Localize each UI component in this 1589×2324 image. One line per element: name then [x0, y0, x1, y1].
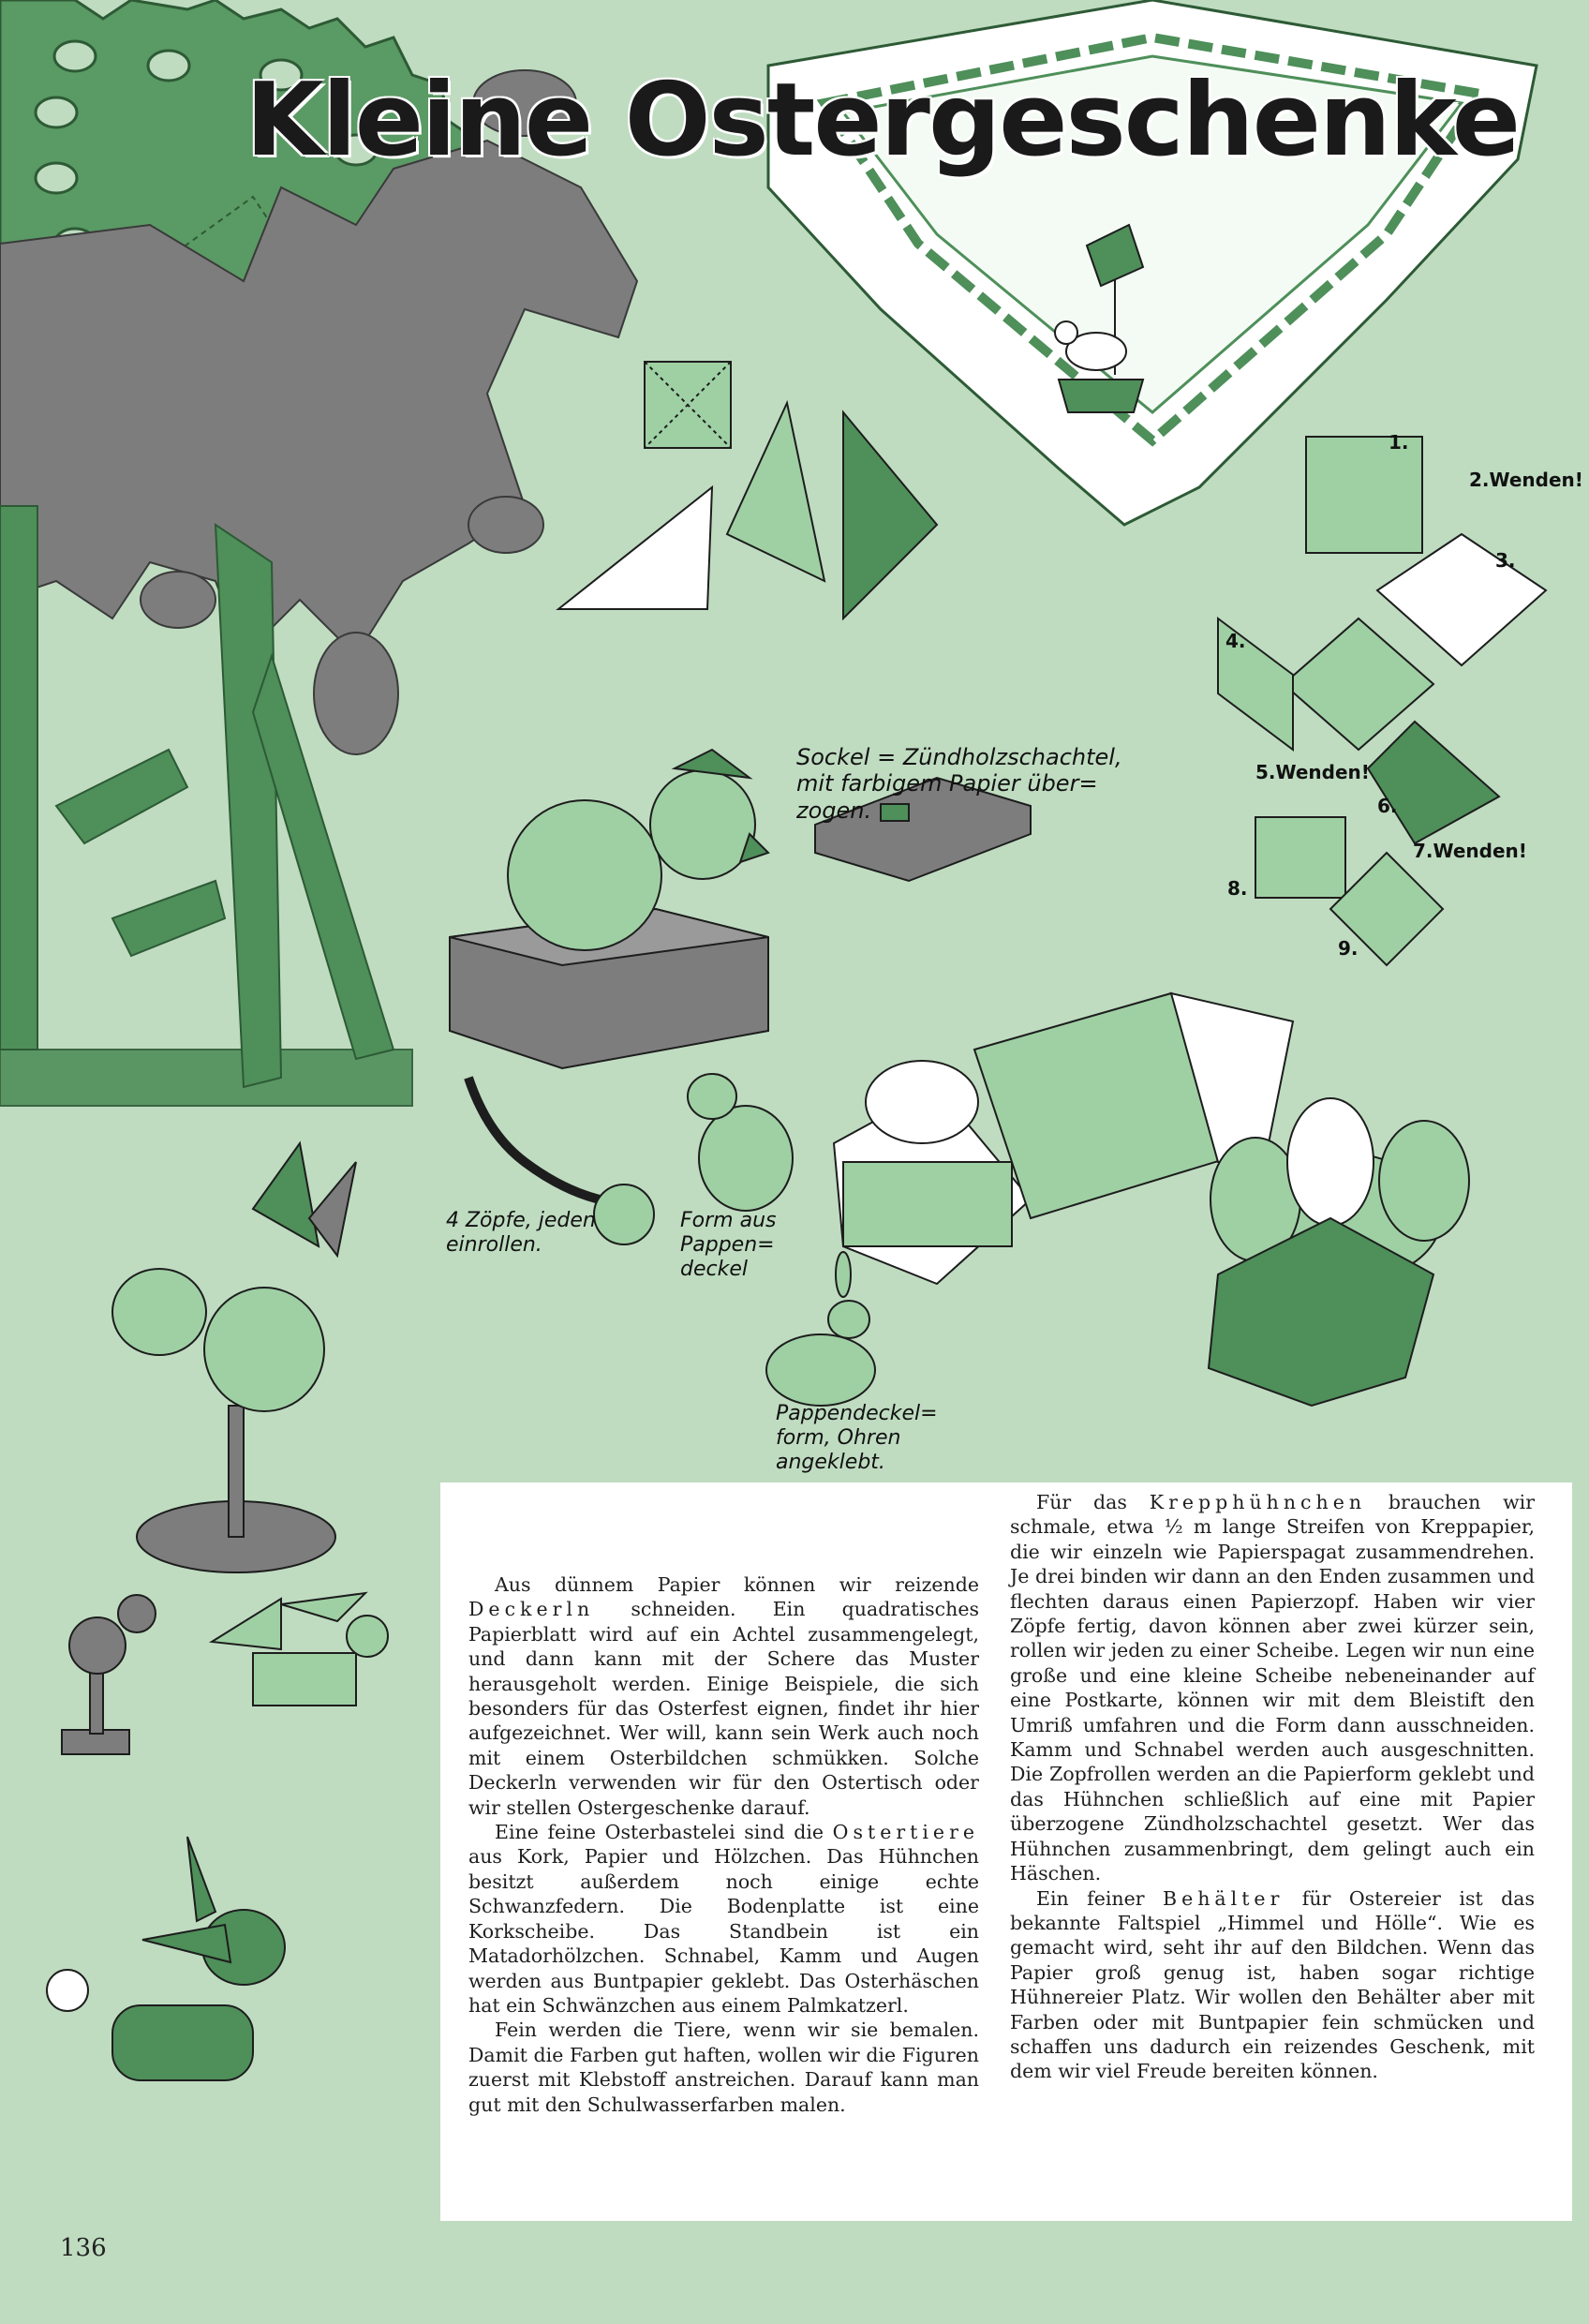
crepe-chick-icon: [450, 750, 768, 1068]
page-title: Kleine Ostergeschenke: [245, 62, 1519, 179]
label-form: Form aus Pappen= deckel: [680, 1209, 777, 1281]
article-text-box: [440, 1482, 1572, 2221]
cork-chicken-icon: [112, 1143, 356, 1572]
fold-step-3: 3.: [1495, 549, 1516, 572]
fold-step-6: 6.: [1377, 795, 1398, 817]
paragraph: Ein feiner Behälter für Ostereier ist das bekannte Faltspiel „Himmel und Hölle“. Wie es gemacht wird, seht ihr auf den Bildchen. Wenn das Papier groß genug ist, haben sogar richtige Hühnereier Platz. Wir wollen den Behälter aber mit Farben oder mit Buntpapier fein schmücken und schaffen uns dadurch ein reizendes Geschenk, mit dem wir viel Freude bereiten können.: [1010, 1886, 1536, 2083]
label-zoepfe: 4 Zöpfe, jeden einrollen.: [446, 1209, 596, 1257]
paragraph: Für das Krepphühnchen brauchen wir schmale, etwa ½ m lange Streifen von Kreppapier, die wir einzeln wie Papierspagat zusammendrehen. Je drei binden wir dann an den Enden zusammen und flechten daraus einen Papierzopf. Haben wir vier Zöpfe fertig, davon können aber zwei kürzer sein, rollen wir jeden zu einer Scheibe. Legen wir nun eine große und eine kleine Scheibe nebeneinander auf eine Postkarte, können wir mit dem Bleistift den Umriß umfahren und die Form dann ausschneiden. Kamm und Schnabel werden auch ausgeschnitten. Die Zopfrollen werden an die Papierform geklebt und das Hühnchen schließlich auf eine mit Papier überzogene Zündholzschachtel gesetzt. Wer das Hühnchen zusammenbringt, dem gelingt auch ein Häschen.: [1010, 1491, 1535, 1885]
label-pappendeckel: Pappendeckel= form, Ohren angeklebt.: [776, 1402, 938, 1474]
large-bunny-icon: [47, 1837, 285, 2080]
small-bunny-icon: [212, 1593, 388, 1706]
text-column-2: [1010, 1490, 1535, 2084]
paragraph: Eine feine Osterbastelei sind die Ostertiere aus Kork, Papier und Hölzchen. Das Hühnchen besitzt außerdem noch einige echte Schwanzfedern. Die Bodenplatte ist eine Korkscheibe. Das Standbein ist ein Matadorhölzchen. Schnabel, Kamm und Augen werden aus Buntpapier geklebt. Das Osterhäschen hat ein Schwänzchen aus einem Palmkatzerl.: [468, 1821, 979, 2017]
fold-step-1: 1.: [1389, 431, 1409, 454]
fold-diagram-himmel-hoelle-icon: [1218, 437, 1546, 965]
egg-container-icon: [834, 993, 1469, 1406]
paragraph: Aus dünnem Papier können wir reizende Deckerln schneiden. Ein quadratisches Papierblatt wird auf ein Achtel zusammengelegt, und dann kann mit der Schere das Muster herausgeholt werden. Einige Beispiele, die sich besonders für das Osterfest eignen, findet ihr hier aufgezeichnet. Wer will, kann sein Werk auch noch mit einem Osterbildchen schmükken. Solche Deckerln verwenden wir für den Ostertisch oder wir stellen Ostergeschenke darauf.: [468, 1573, 979, 1819]
fold-step-5: 5.Wenden!: [1255, 761, 1370, 783]
fold-step-7: 7.Wenden!: [1413, 840, 1527, 862]
page-number: 136: [60, 2234, 107, 2262]
paragraph: Fein werden die Tiere, wenn wir sie bemalen. Damit die Farben gut haften, wollen wir die Figuren zuerst mit Klebstoff anstreichen. Darauf kann man gut mit den Schulwasserfarben malen.: [468, 2019, 979, 2116]
fold-step-2: 2.Wenden!: [1469, 469, 1583, 491]
small-chicken-icon: [62, 1595, 156, 1754]
label-sockel: Sockel = Zündholzschachtel, mit farbigem Papier über= zogen.: [796, 744, 1122, 824]
text-column-1: [468, 1572, 979, 2117]
fold-step-4: 4.: [1225, 630, 1246, 652]
fold-diagram-deckerl-icon: [558, 362, 937, 618]
fold-step-8: 8.: [1227, 877, 1248, 900]
fold-step-9: 9.: [1338, 937, 1359, 960]
cardboard-form-icon: [688, 1074, 793, 1211]
